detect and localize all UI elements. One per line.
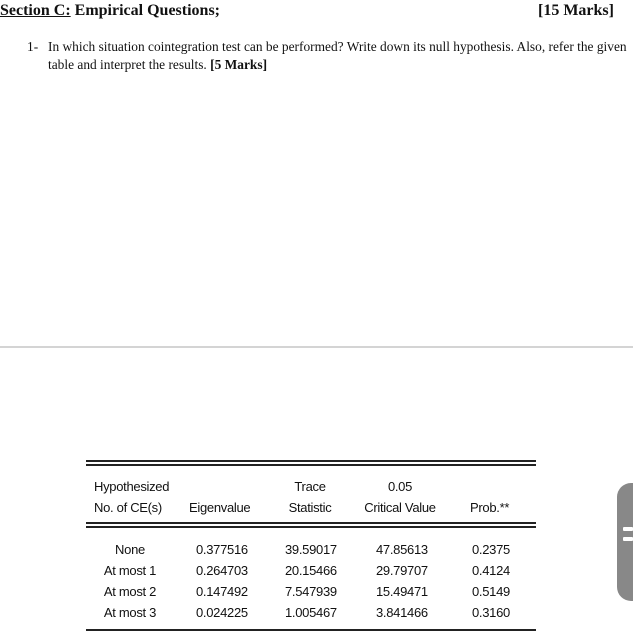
total-marks: [15 Marks] bbox=[538, 2, 614, 19]
header-eigenvalue: Eigenvalue bbox=[189, 500, 251, 515]
table-cell-eigenvalue: 0.264703 bbox=[196, 563, 248, 578]
table-cell-eigenvalue: 0.377516 bbox=[196, 542, 248, 557]
table-cell-trace: 20.15466 bbox=[285, 563, 337, 578]
table-cell-critical: 3.841466 bbox=[376, 605, 428, 620]
table-cell-critical: 29.79707 bbox=[376, 563, 428, 578]
header-num-ce: No. of CE(s) bbox=[94, 500, 162, 515]
table-cell-hypothesis: At most 3 bbox=[103, 605, 157, 620]
table-cell-eigenvalue: 0.147492 bbox=[196, 584, 248, 599]
table-cell-trace: 7.547939 bbox=[285, 584, 337, 599]
table-cell-hypothesis: At most 2 bbox=[103, 584, 157, 599]
table-cell-hypothesis: At most 1 bbox=[103, 563, 157, 578]
table-cell-trace: 39.59017 bbox=[285, 542, 337, 557]
header-hypothesized: Hypothesized bbox=[94, 479, 170, 494]
header-rule bbox=[86, 522, 536, 524]
question-marks: [5 Marks] bbox=[210, 57, 268, 72]
table-cell-critical: 47.85613 bbox=[376, 542, 428, 557]
table-bottom-rule bbox=[86, 629, 536, 631]
section-heading bbox=[0, 2, 220, 20]
table-cell-trace: 1.005467 bbox=[285, 605, 337, 620]
table-cell-prob: 0.3160 bbox=[472, 605, 510, 620]
header-prob: Prob.** bbox=[470, 500, 510, 515]
cointegration-table bbox=[86, 460, 536, 636]
table-cell-prob: 0.2375 bbox=[472, 542, 510, 557]
table-cell-hypothesis: None bbox=[115, 542, 145, 557]
table-top-rule bbox=[86, 460, 536, 462]
header-critical-value: Critical Value bbox=[364, 500, 436, 515]
header-crit-level: 0.05 bbox=[387, 479, 413, 494]
question-number: 1- bbox=[27, 39, 39, 54]
table-cell-prob: 0.5149 bbox=[472, 584, 510, 599]
table-cell-prob: 0.4124 bbox=[472, 563, 510, 578]
table-cell-eigenvalue: 0.024225 bbox=[196, 605, 248, 620]
header-trace: Trace bbox=[294, 479, 326, 494]
drag-handle-icon bbox=[623, 519, 633, 549]
question-body bbox=[48, 38, 633, 74]
header-rule-2 bbox=[86, 526, 536, 528]
question-text: In which situation cointegration test can be performed? Write down its null hypothesis. Also, refer the given table and interpret the results. bbox=[48, 39, 627, 72]
section-title: Empirical Questions; bbox=[70, 2, 220, 19]
section-label: Section C: bbox=[0, 2, 71, 19]
header-statistic: Statistic bbox=[288, 500, 332, 515]
table-top-rule-2 bbox=[86, 464, 536, 466]
table-cell-critical: 15.49471 bbox=[376, 584, 428, 599]
side-panel-tab[interactable] bbox=[617, 483, 633, 601]
